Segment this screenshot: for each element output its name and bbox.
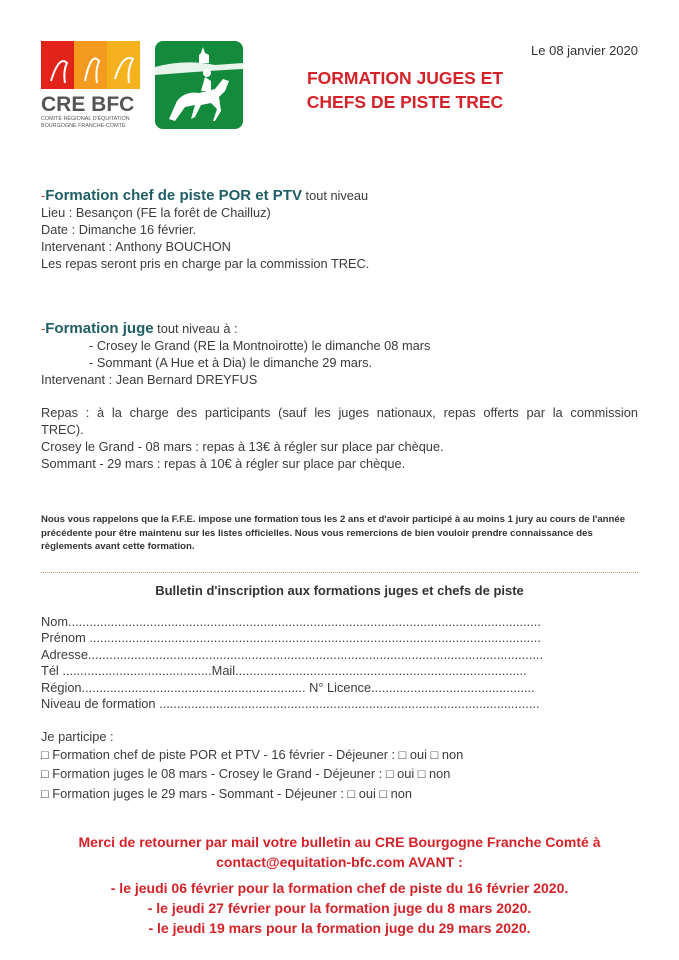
logo-subtext-2: BOURGOGNE FRANCHE-COMTÉ bbox=[41, 123, 126, 129]
dotted-divider bbox=[41, 572, 638, 573]
section-dash: - bbox=[41, 188, 46, 203]
section-dash: - bbox=[41, 321, 46, 336]
trec-rider-logo bbox=[155, 41, 243, 129]
section-title: Formation juge bbox=[45, 320, 154, 337]
lieu-line: Lieu : Besançon (FE la forêt de Chailluz) bbox=[41, 205, 271, 220]
field-region-licence[interactable]: Région............................................................... N° Licence.............................................. bbox=[41, 680, 535, 695]
ffe-reminder: Nous vous rappelons que la F.F.E. impose une formation tous les 2 ans et d'avoir participé à au moins 1 jury au cours de l'année précédente pour être maintenu sur les listes officielles. Nous vous remercions de bien vouloir prendre connaissance des règlements avant cette formation. bbox=[41, 514, 626, 552]
repas-line: Les repas seront pris en charge par la commission TREC. bbox=[41, 256, 370, 271]
repas-crosey: Crosey le Grand - 08 mars : repas à 13€ à régler sur place par chèque. bbox=[41, 439, 444, 454]
field-adresse[interactable]: Adresse................................................................................................................................ bbox=[41, 647, 544, 662]
repas-sommant: Sommant - 29 mars : repas à 10€ à régler sur place par chèque. bbox=[41, 456, 406, 471]
option-juge-crosey[interactable]: □ Formation juges le 08 mars - Crosey le Grand - Déjeuner : □ oui □ non bbox=[41, 766, 451, 781]
je-participe-label: Je participe : bbox=[41, 729, 114, 744]
field-nom[interactable]: Nom..................................................................................................................................... bbox=[41, 614, 541, 629]
section-title: Formation chef de piste POR et PTV bbox=[45, 187, 302, 204]
cre-bfc-logo bbox=[41, 41, 140, 129]
page-title bbox=[280, 66, 530, 114]
section-title-suffix: tout niveau bbox=[301, 188, 369, 203]
title-line-1: FORMATION JUGES ET bbox=[306, 68, 504, 88]
intervenant-line: Intervenant : Jean Bernard DREYFUS bbox=[41, 372, 258, 387]
return-instructions bbox=[20, 832, 659, 872]
deadline-1: - le jeudi 06 février pour la formation chef de piste du 16 février 2020. bbox=[110, 880, 569, 896]
repas-info: Repas : à la charge des participants (sauf les juges nationaux, repas offerts par la commission bbox=[41, 405, 638, 420]
session-crosey: - Crosey le Grand (RE la Montnoirotte) le dimanche 08 mars bbox=[89, 338, 431, 353]
field-tel-mail[interactable]: Tél ..........................................Mail.................................................................................. bbox=[41, 663, 527, 678]
intervenant-line: Intervenant : Anthony BOUCHON bbox=[41, 239, 231, 254]
repas-info-cont: TREC). bbox=[41, 422, 84, 437]
logo-text: CRE BFC bbox=[41, 93, 135, 116]
field-niveau[interactable]: Niveau de formation ........................................................................................................... bbox=[41, 696, 540, 711]
return-line-1: Merci de retourner par mail votre bulletin au CRE Bourgogne Franche Comté à bbox=[78, 834, 601, 850]
deadline-2: - le jeudi 27 février pour la formation juge du 8 mars 2020. bbox=[147, 900, 532, 916]
option-chef-de-piste[interactable]: □ Formation chef de piste POR et PTV - 16 février - Déjeuner : □ oui □ non bbox=[41, 747, 464, 762]
title-line-2: CHEFS DE PISTE TREC bbox=[306, 92, 504, 112]
section-title-suffix: tout niveau à : bbox=[153, 321, 238, 336]
deadlines bbox=[20, 878, 659, 938]
option-juge-sommant[interactable]: □ Formation juges le 29 mars - Sommant - Déjeuner : □ oui □ non bbox=[41, 786, 412, 801]
deadline-3: - le jeudi 19 mars pour la formation juge du 29 mars 2020. bbox=[148, 920, 531, 936]
document-date: Le 08 janvier 2020 bbox=[531, 43, 638, 58]
bulletin-title: Bulletin d'inscription aux formations juges et chefs de piste bbox=[155, 583, 524, 598]
contact-email[interactable]: contact@equitation-bfc.com AVANT : bbox=[216, 854, 463, 870]
field-prenom[interactable]: Prénom ............................................................................................................................... bbox=[41, 630, 541, 645]
date-line: Date : Dimanche 16 février. bbox=[41, 222, 197, 237]
section-juge bbox=[41, 320, 638, 472]
session-sommant: - Sommant (A Hue et à Dia) le dimanche 29 mars. bbox=[89, 355, 373, 370]
section-chef-de-piste bbox=[41, 187, 369, 272]
logo-subtext-1: COMITÉ RÉGIONAL D'ÉQUITATION bbox=[41, 116, 130, 122]
